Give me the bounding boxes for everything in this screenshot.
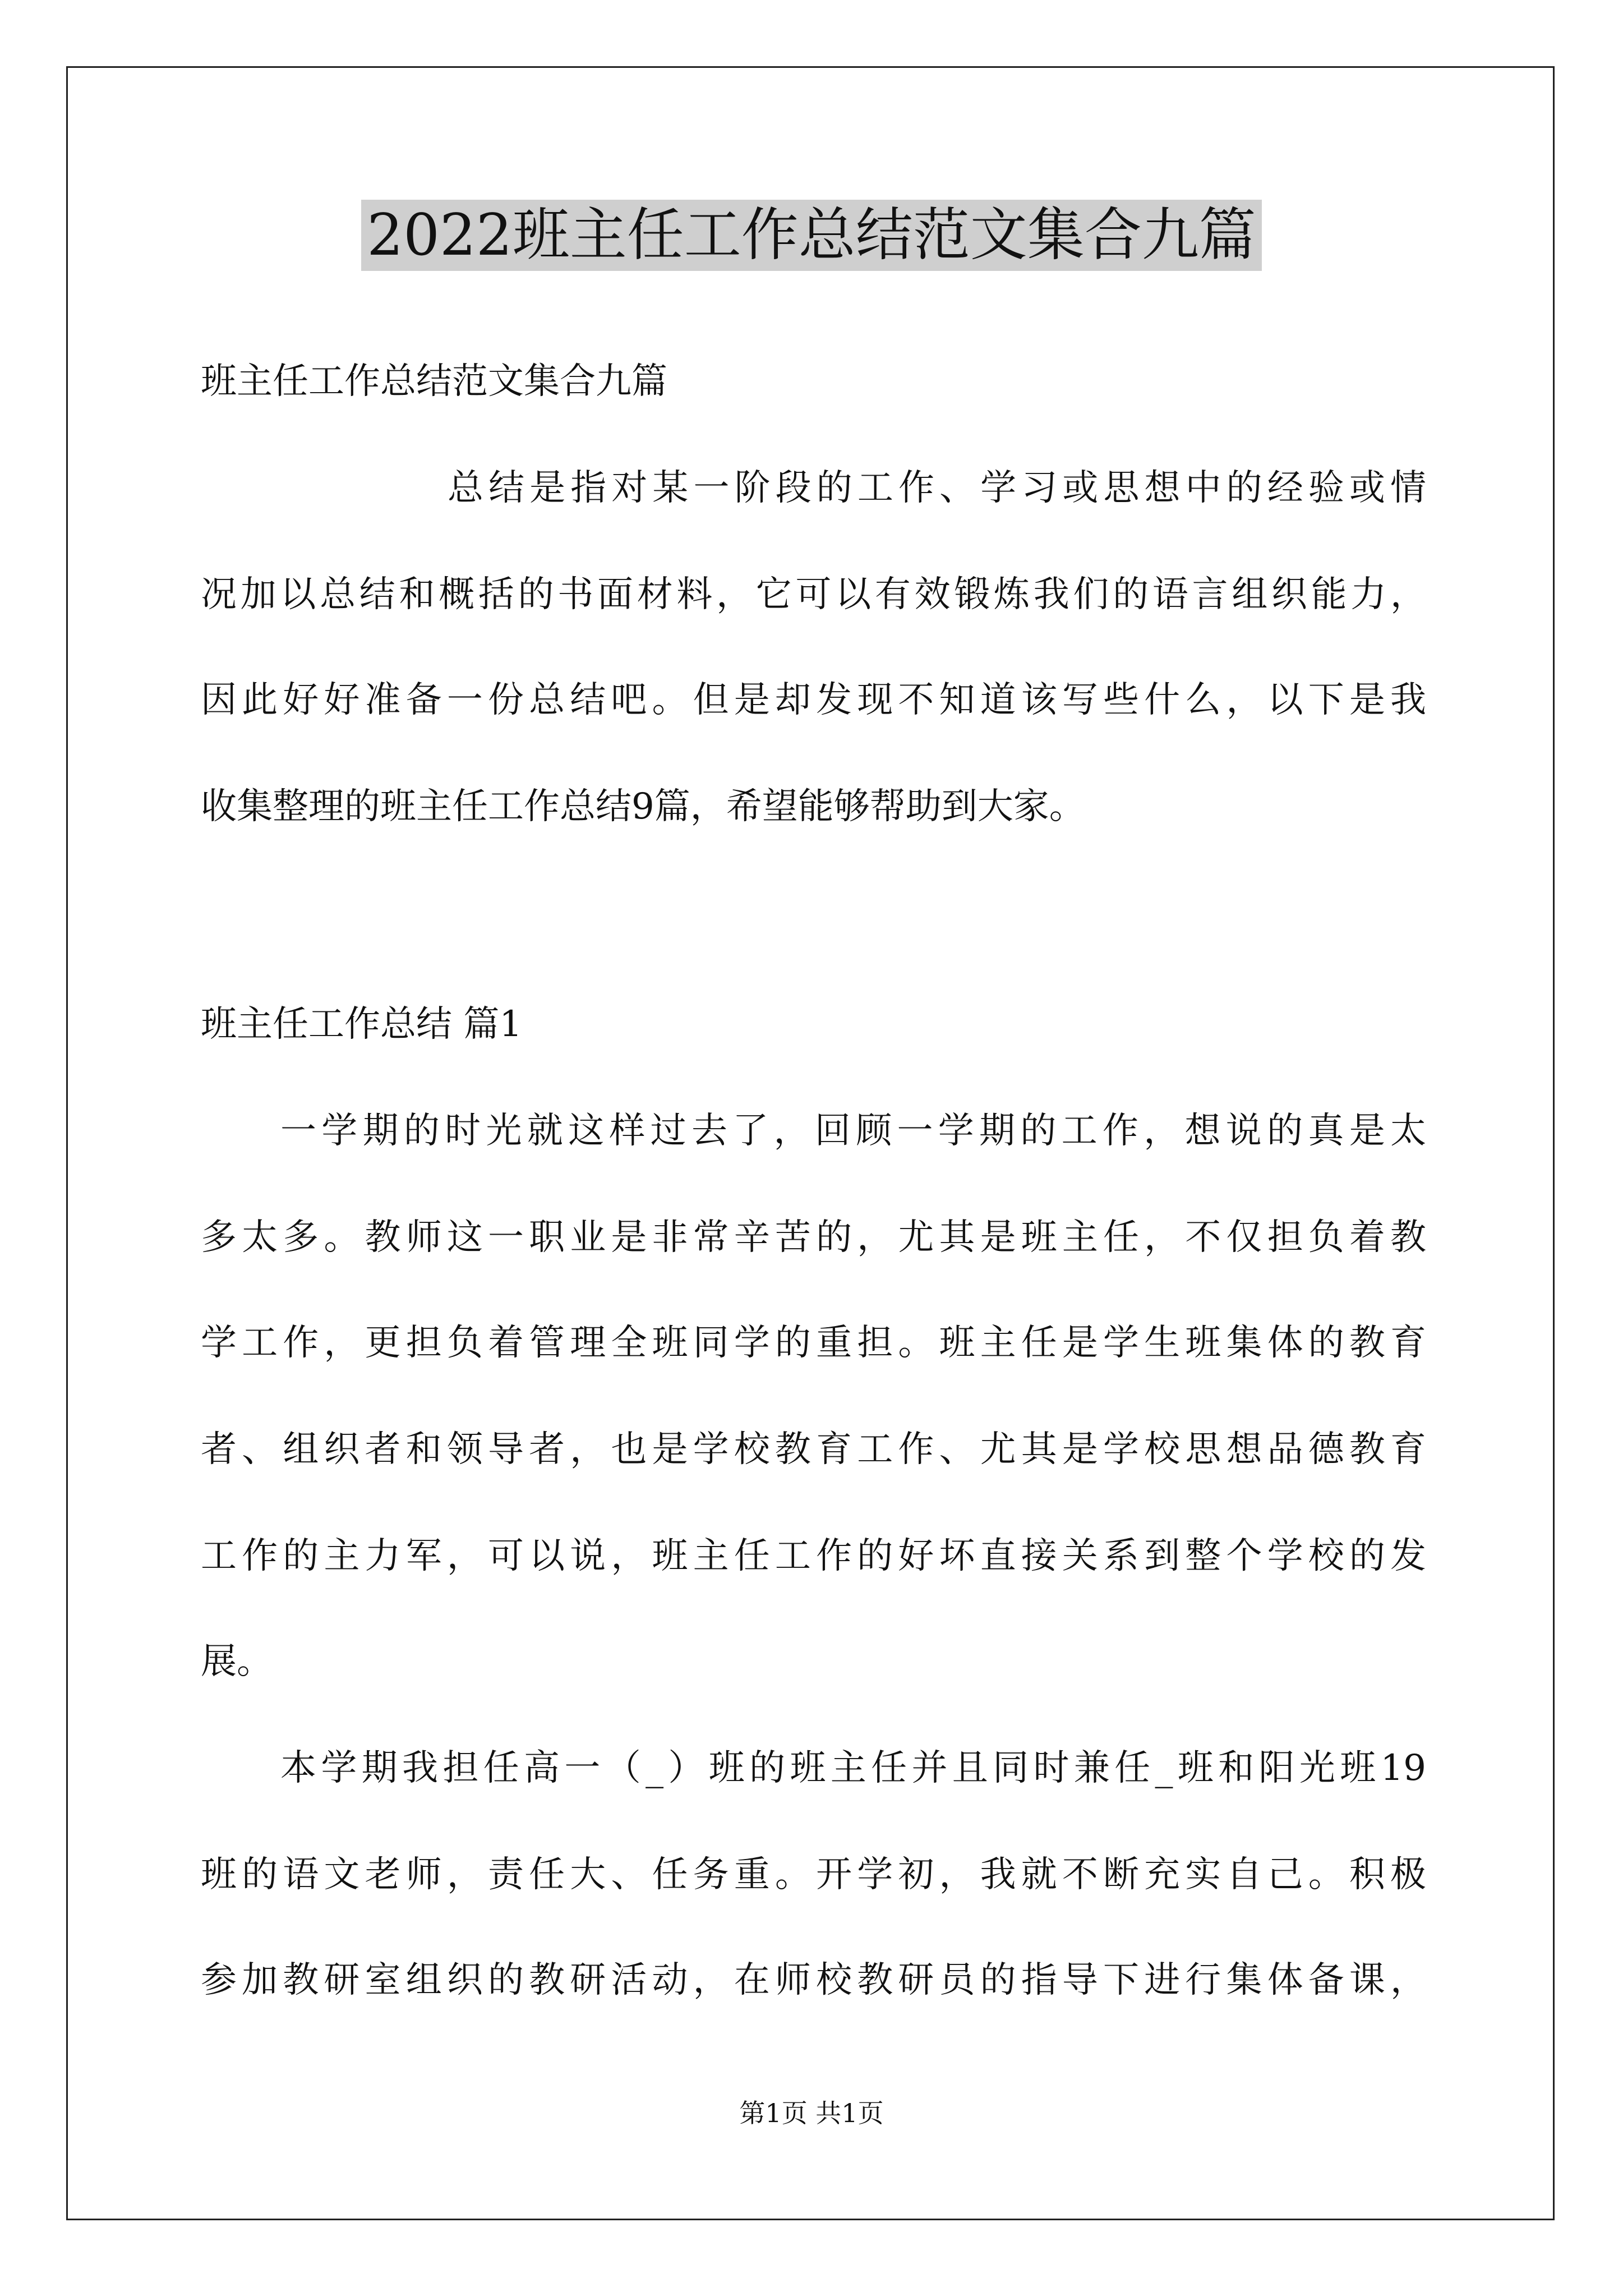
- document-title: [0, 196, 1623, 275]
- paragraph2-line-3: 参加教研室组织的教研活动，在师校教研员的指导下进行集体备课，: [201, 1959, 1426, 2001]
- paragraph2-line-1: 本学期我担任高一（_）班的班主任并且同时兼任_班和阳光班19: [280, 1747, 1426, 1789]
- paragraph1-line-4: 者、组织者和领导者，也是学校教育工作、尤其是学校思想品德教育: [201, 1429, 1426, 1470]
- paragraph1-line-3: 学工作，更担负着管理全班同学的重担。班主任是学生班集体的教育: [201, 1322, 1426, 1364]
- intro-line-2: 况加以总结和概括的书面材料，它可以有效锻炼我们的语言组织能力，: [201, 574, 1426, 615]
- paragraph1-line-2: 多太多。教师这一职业是非常辛苦的，尤其是班主任，不仅担负着教: [201, 1217, 1426, 1258]
- paragraph2-line-2: 班的语文老师，责任大、任务重。开学初，我就不断充实自己。积极: [201, 1854, 1426, 1895]
- paragraph1-line-1: 一学期的时光就这样过去了，回顾一学期的工作，想说的真是太: [280, 1110, 1426, 1152]
- intro-line-1: 总结是指对某一阶段的工作、学习或思想中的经验或情: [448, 467, 1426, 509]
- intro-line-3: 因此好好准备一份总结吧。但是却发现不知道该写些什么，以下是我: [201, 679, 1426, 721]
- paragraph1-line-6: 展。: [201, 1641, 273, 1682]
- intro-line-4: 收集整理的班主任工作总结9篇，希望能够帮助到大家。: [201, 786, 1085, 827]
- paragraph1-line-5: 工作的主力军，可以说，班主任工作的好坏直接关系到整个学校的发: [201, 1535, 1426, 1577]
- document-title-text: 2022班主任工作总结范文集合九篇: [361, 200, 1262, 271]
- page-footer: 第1页 共1页: [739, 2098, 884, 2128]
- document-subtitle: 班主任工作总结范文集合九篇: [201, 361, 667, 402]
- section-heading: 班主任工作总结 篇1: [201, 1004, 523, 1045]
